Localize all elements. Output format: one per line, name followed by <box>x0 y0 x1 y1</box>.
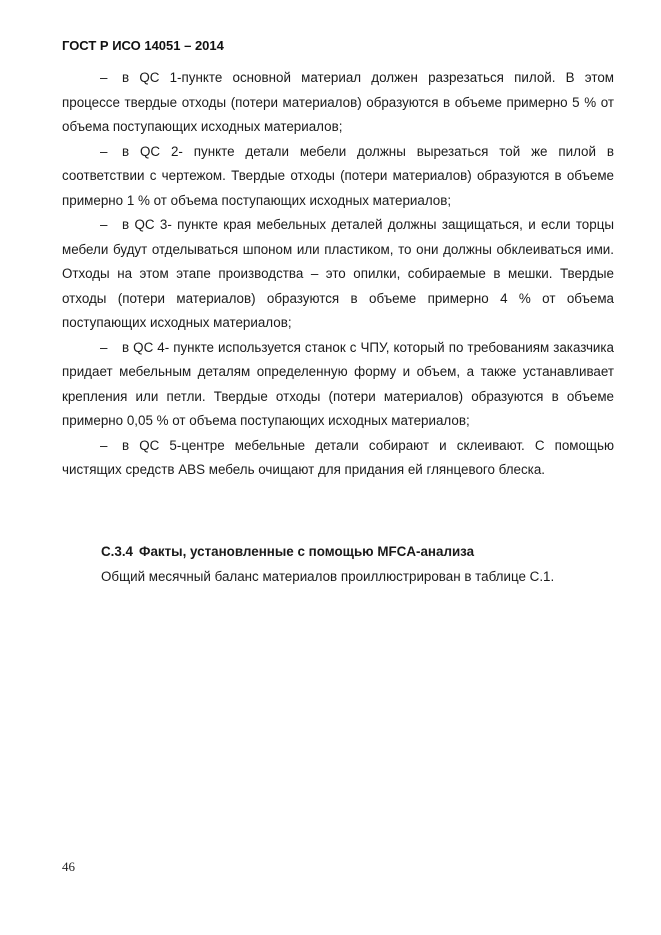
list-item-text: в QC 4- пункте используется станок с ЧПУ, который по требованиям заказчика придает мебельным деталям определенную форму и объем, а также устанавливает крепления или петли. Твердые отходы (потери материалов) образуются в объеме примерно 0,05 % от объема поступающих исходных материалов; <box>62 339 614 428</box>
list-dash: – <box>100 143 108 159</box>
list-item <box>62 140 614 214</box>
section-paragraph: Общий месячный баланс материалов проиллюстрирован в таблице С.1. <box>101 568 555 584</box>
list-item-text: в QC 2- пункте детали мебели должны вырезаться той же пилой в соответствии с чертежом. Твердые отходы (потери материалов) образуются в объеме примерно 1 % от объема поступающих исходных материалов; <box>62 143 614 208</box>
document-header: ГОСТ Р ИСО 14051 – 2014 <box>62 38 224 53</box>
section-title: Факты, установленные с помощью MFCA-анализа <box>139 544 475 559</box>
list-item <box>62 213 614 336</box>
list-item-text: в QC 5-центре мебельные детали собирают и склеивают. С помощью чистящих средств ABS мебель очищают для придания ей глянцевого блеска. <box>62 437 614 477</box>
list-item <box>62 434 614 483</box>
list-item <box>62 336 614 434</box>
list-item-text: в QC 1-пункте основной материал должен разрезаться пилой. В этом процессе твердые отходы (потери материалов) образуются в объеме примерно 5 % от объема поступающих исходных материалов; <box>62 70 614 134</box>
list-dash: – <box>100 217 108 232</box>
section-number: С.3.4 <box>101 544 134 559</box>
list-item <box>62 66 614 140</box>
list-item-text: в QC 3- пункте края мебельных деталей должны защищаться, и если торцы мебели будут отделываться шпоном или пластиком, то они должны обклеиваться ими. Отходы на этом этапе производства – это опилки, собираемые в мешки. Твердые отходы (потери материалов) образуются в объеме примерно 4 % от объема поступающих исходных материалов; <box>62 217 614 330</box>
list-dash: – <box>100 70 108 85</box>
bullet-list <box>62 66 614 483</box>
section-heading <box>101 540 621 565</box>
page-number: 46 <box>62 859 75 874</box>
list-dash: – <box>100 437 108 453</box>
list-dash: – <box>100 339 108 355</box>
section-block <box>101 540 621 589</box>
